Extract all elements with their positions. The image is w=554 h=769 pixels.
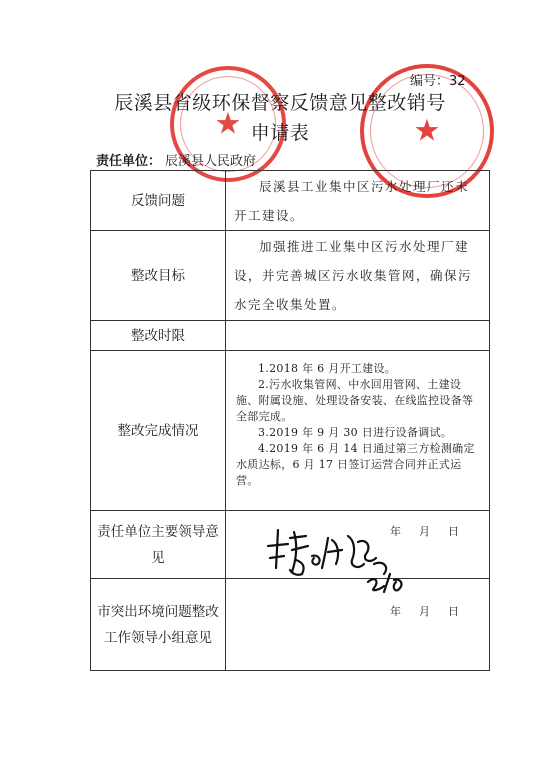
handwritten-signature xyxy=(262,516,432,596)
goal-content-cell xyxy=(226,231,490,321)
seal-star-icon: ★ xyxy=(413,113,441,149)
deadline-content xyxy=(226,321,490,351)
feedback-content-cell xyxy=(226,171,490,231)
row-completion xyxy=(91,351,490,511)
city-opinion-date xyxy=(372,603,459,619)
goal-label: 整改目标 xyxy=(91,231,226,321)
date-day: 日 xyxy=(448,604,459,618)
feedback-content: 辰溪县工业集中区污水处理厂还未开工建设。 xyxy=(234,178,470,223)
row-deadline xyxy=(91,321,490,351)
title-line-2: 申请表 xyxy=(250,122,310,144)
completion-items xyxy=(226,351,489,489)
feedback-label: 反馈问题 xyxy=(91,171,226,231)
completion-item: 4.2019 年 6 月 14 日通过第三方检测确定水质达标，6 月 17 日签订运营合同并正式运营。 xyxy=(236,442,475,487)
completion-item: 1.2018 年 6 月开工建设。 xyxy=(258,362,397,375)
completion-label: 整改完成情况 xyxy=(91,351,226,511)
row-feedback xyxy=(91,171,490,231)
seal-star-icon: ★ xyxy=(214,106,242,142)
goal-content: 加强推进工业集中区污水处理厂建设，并完善城区污水收集管网，确保污水完全收集处置。 xyxy=(234,239,473,312)
responsible-unit-label: 责任单位： xyxy=(96,154,162,169)
date-year: 年 xyxy=(390,524,401,538)
title-line-1: 辰溪县省级环保督察反馈意见整改销号 xyxy=(114,92,446,114)
completion-content-cell xyxy=(226,351,490,511)
date-year: 年 xyxy=(390,604,401,618)
row-goal xyxy=(91,231,490,321)
document-title xyxy=(80,88,480,148)
responsible-unit-value: 辰溪县人民政府 xyxy=(165,154,257,169)
leader-opinion-label: 责任单位主要领导意见 xyxy=(91,511,226,579)
date-month: 月 xyxy=(419,604,430,618)
deadline-label: 整改时限 xyxy=(91,321,226,351)
date-month: 月 xyxy=(419,524,430,538)
date-day: 日 xyxy=(448,524,459,538)
city-opinion-label: 市突出环境问题整改工作领导小组意见 xyxy=(91,579,226,671)
responsible-unit xyxy=(96,150,256,169)
completion-item: 3.2019 年 9 月 30 日进行设备调试。 xyxy=(258,426,453,439)
document-number: 编号：32 xyxy=(410,74,466,89)
completion-item: 2.污水收集管网、中水回用管网、土建设施、附属设施、处理设备安装、在线监控设备等全部完成。 xyxy=(236,378,474,423)
